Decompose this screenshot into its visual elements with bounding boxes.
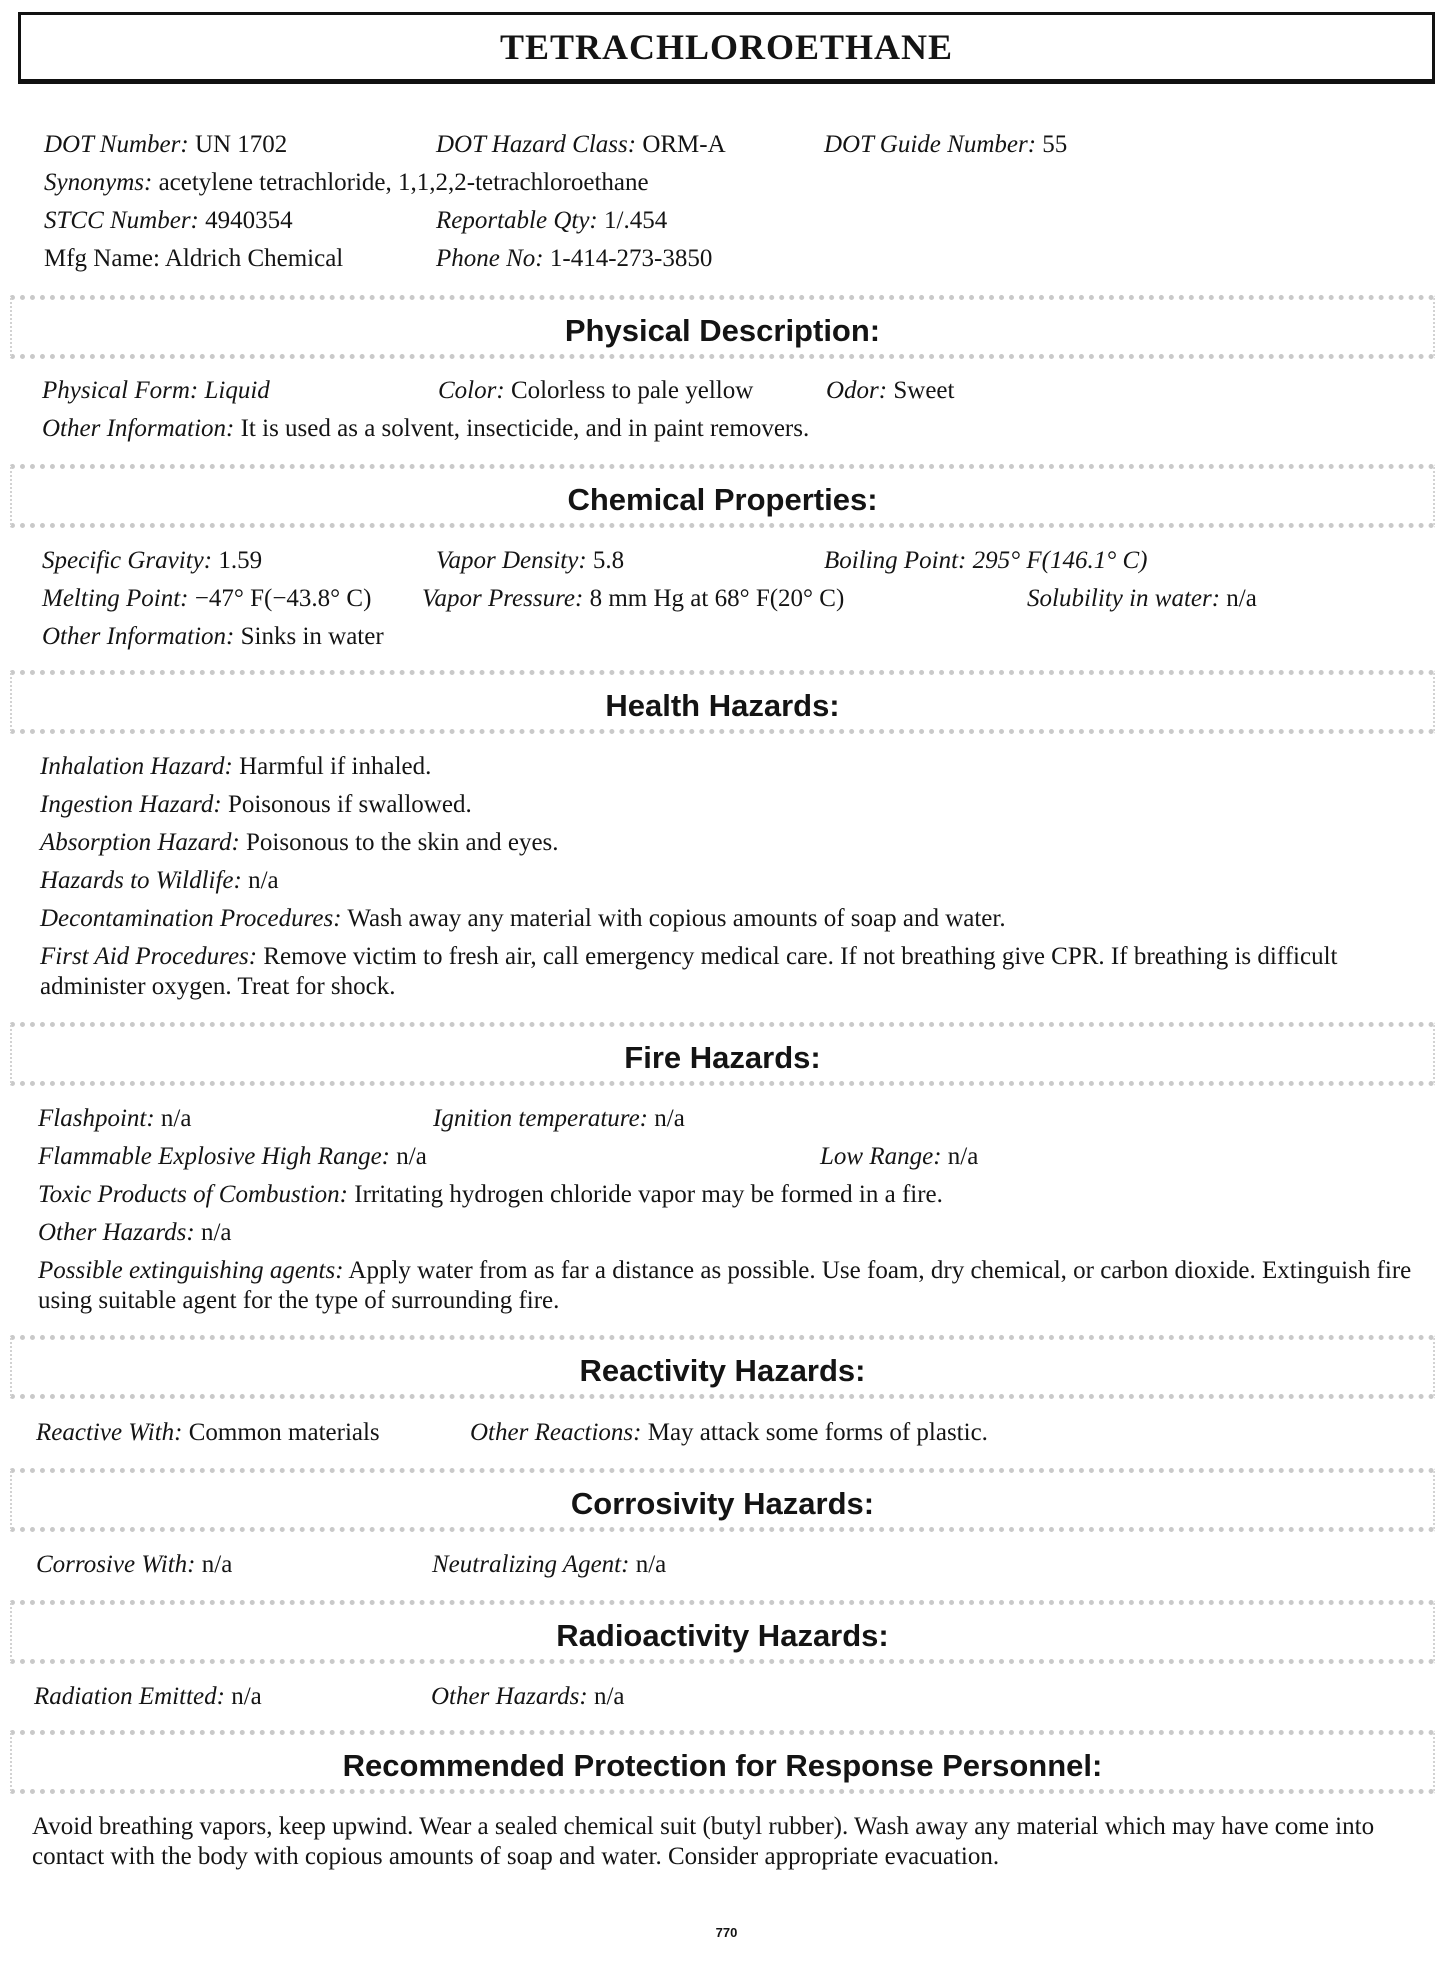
ingestion-value: Poisonous if swallowed. [227, 791, 472, 818]
color-value: Colorless to pale yellow [510, 377, 754, 404]
dot-hazard-class-label: DOT Hazard Class: [436, 131, 637, 158]
title-box [18, 12, 1435, 84]
other-hazards-value: n/a [593, 1683, 625, 1710]
color-label: Color: [438, 377, 505, 404]
flashpoint-label: Flashpoint: [38, 1105, 155, 1132]
protection-text: Avoid breathing vapors, keep upwind. Wear a sealed chemical suit (butyl rubber). Wash away any material which may have come into contact with the body with copious amounts of soap and water. Consider appropriate evacuation. [32, 1813, 1375, 1870]
first-aid-procedures [40, 942, 1425, 1002]
toxic-products [38, 1180, 943, 1210]
melting-point [42, 584, 371, 614]
flammable-high-range [38, 1142, 427, 1172]
synonyms-label: Synonyms: [44, 169, 153, 196]
phone-value: 1-414-273-3850 [549, 245, 713, 272]
synonyms [44, 168, 649, 198]
mfg-value: Aldrich Chemical [164, 245, 344, 272]
toxic-products-value: Irritating hydrogen chloride vapor may be formed in a fire. [354, 1181, 943, 1208]
vapor-density [436, 546, 624, 576]
extinguishing-label: Possible extinguishing agents: [38, 1257, 344, 1284]
physical-form-label: Physical Form: Liquid [42, 377, 270, 404]
specific-gravity-value: 1.59 [218, 547, 263, 574]
neutralizing-agent-label: Neutralizing Agent: [432, 1551, 630, 1578]
flashpoint-value: n/a [160, 1105, 192, 1132]
low-range-label: Low Range: [820, 1143, 942, 1170]
stcc-value: 4940354 [205, 207, 293, 234]
dot-hazard-class [436, 130, 726, 160]
reactive-with-label: Reactive With: [36, 1419, 183, 1446]
extinguishing-value: Apply water from as far a distance as possible. Use foam, dry chemical, or carbon dioxide. Extinguish fire using suitable agent for the type of surrounding fire. [38, 1257, 1412, 1314]
other-hazards-label: Other Hazards: [431, 1683, 588, 1710]
odor-value: Sweet [893, 377, 955, 404]
first-aid-value: Remove victim to fresh air, call emergency medical care. If not breathing give CPR. If breathing is difficult administer oxygen. Treat for shock. [40, 943, 1338, 1000]
phone-number [436, 244, 712, 274]
other-reactions [470, 1418, 988, 1448]
solubility [1027, 584, 1257, 614]
other-info-label: Other Information: [42, 623, 235, 650]
stcc-number [44, 206, 293, 236]
physical-other-info [42, 414, 809, 444]
absorption-hazard [40, 828, 559, 858]
flashpoint [38, 1104, 191, 1134]
dot-guide-value: 55 [1042, 131, 1068, 158]
corrosivity-hazards-header [10, 1468, 1435, 1532]
solubility-value: n/a [1226, 585, 1257, 612]
stcc-label: STCC Number: [44, 207, 199, 234]
mfg-name [44, 244, 343, 274]
synonyms-value: acetylene tetrachloride, 1,1,2,2-tetrachloroethane [158, 169, 649, 196]
section-heading: Corrosivity Hazards: [570, 1486, 875, 1521]
melting-point-value: −47° F(−43.8° C) [194, 585, 372, 612]
chemical-properties-header [10, 464, 1435, 528]
absorption-value: Poisonous to the skin and eyes. [246, 829, 559, 856]
phone-label: Phone No: [436, 245, 544, 272]
other-hazards-label: Other Hazards: [38, 1219, 195, 1246]
radioactivity-hazards-header [10, 1600, 1435, 1664]
reportable-qty [436, 206, 667, 236]
vapor-density-label: Vapor Density: [436, 547, 587, 574]
dot-number-label: DOT Number: [44, 131, 189, 158]
dot-number [44, 130, 287, 160]
neutralizing-agent-value: n/a [635, 1551, 667, 1578]
reportable-label: Reportable Qty: [436, 207, 598, 234]
dot-guide-number [824, 130, 1067, 160]
specific-gravity [42, 546, 262, 576]
other-info-value: Sinks in water [240, 623, 384, 650]
first-aid-label: First Aid Procedures: [40, 943, 258, 970]
radiation-emitted [34, 1682, 262, 1712]
section-heading: Radioactivity Hazards: [556, 1618, 889, 1653]
vapor-pressure [422, 584, 844, 614]
radiation-emitted-value: n/a [231, 1683, 262, 1710]
wildlife-hazard [40, 866, 279, 896]
corrosive-with [36, 1550, 232, 1580]
document-title: TETRACHLOROETHANE [499, 27, 954, 67]
color [438, 376, 753, 406]
odor-label: Odor: [826, 377, 888, 404]
wildlife-label: Hazards to Wildlife: [40, 867, 242, 894]
inhalation-hazard [40, 752, 431, 782]
mfg-label: Mfg Name: [44, 245, 160, 272]
absorption-label: Absorption Hazard: [40, 829, 240, 856]
section-heading: Health Hazards: [605, 688, 840, 723]
radiation-emitted-label: Radiation Emitted: [34, 1683, 225, 1710]
radio-other-hazards [431, 1682, 625, 1712]
section-heading: Reactivity Hazards: [579, 1353, 866, 1388]
decontamination-procedures [40, 904, 1006, 934]
reportable-value: 1/.454 [604, 207, 668, 234]
low-range [820, 1142, 978, 1172]
corrosive-with-value: n/a [201, 1551, 233, 1578]
ignition-temperature [433, 1104, 685, 1134]
vapor-pressure-value: 8 mm Hg at 68° F(20° C) [589, 585, 845, 612]
section-heading: Fire Hazards: [624, 1040, 821, 1075]
melting-point-label: Melting Point: [42, 585, 189, 612]
low-range-value: n/a [947, 1143, 979, 1170]
chemical-other-info [42, 622, 384, 652]
other-info-value: It is used as a solvent, insecticide, and in paint removers. [240, 415, 810, 442]
physical-form [42, 376, 270, 406]
decon-label: Decontamination Procedures: [40, 905, 342, 932]
odor [826, 376, 954, 406]
ignition-label: Ignition temperature: [433, 1105, 649, 1132]
boiling-point [824, 546, 1147, 576]
fire-other-hazards [38, 1218, 232, 1248]
other-reactions-label: Other Reactions: [470, 1419, 642, 1446]
solubility-label: Solubility in water: [1027, 585, 1221, 612]
high-range-value: n/a [396, 1143, 427, 1170]
fire-hazards-header [10, 1022, 1435, 1086]
corrosive-with-label: Corrosive With: [36, 1551, 196, 1578]
other-reactions-value: May attack some forms of plastic. [647, 1419, 988, 1446]
specific-gravity-label: Specific Gravity: [42, 547, 213, 574]
extinguishing-agents [38, 1256, 1425, 1316]
page-number: 770 [715, 1925, 738, 1940]
vapor-pressure-label: Vapor Pressure: [422, 585, 584, 612]
section-heading: Recommended Protection for Response Personnel: [342, 1748, 1103, 1783]
inhalation-value: Harmful if inhaled. [239, 753, 432, 780]
high-range-label: Flammable Explosive High Range: [38, 1143, 390, 1170]
section-heading: Physical Description: [564, 313, 881, 348]
dot-guide-label: DOT Guide Number: [824, 131, 1037, 158]
reactivity-hazards-header [10, 1335, 1435, 1399]
wildlife-value: n/a [248, 867, 279, 894]
other-info-label: Other Information: [42, 415, 235, 442]
decon-value: Wash away any material with copious amounts of soap and water. [347, 905, 1006, 932]
neutralizing-agent [432, 1550, 666, 1580]
vapor-density-value: 5.8 [592, 547, 625, 574]
reactive-with [36, 1418, 380, 1448]
ingestion-label: Ingestion Hazard: [40, 791, 222, 818]
other-hazards-value: n/a [200, 1219, 232, 1246]
ignition-value: n/a [654, 1105, 685, 1132]
inhalation-label: Inhalation Hazard: [40, 753, 233, 780]
boiling-point-label: Boiling Point: 295° F(146.1° C) [824, 547, 1148, 574]
dot-number-value: UN 1702 [194, 131, 288, 158]
health-hazards-header [10, 670, 1435, 734]
section-heading: Chemical Properties: [567, 482, 878, 517]
dot-hazard-class-value: ORM-A [642, 131, 726, 158]
reactive-with-value: Common materials [188, 1419, 380, 1446]
ingestion-hazard [40, 790, 472, 820]
toxic-products-label: Toxic Products of Combustion: [38, 1181, 348, 1208]
protection-header [10, 1730, 1435, 1794]
physical-description-header [10, 295, 1435, 359]
